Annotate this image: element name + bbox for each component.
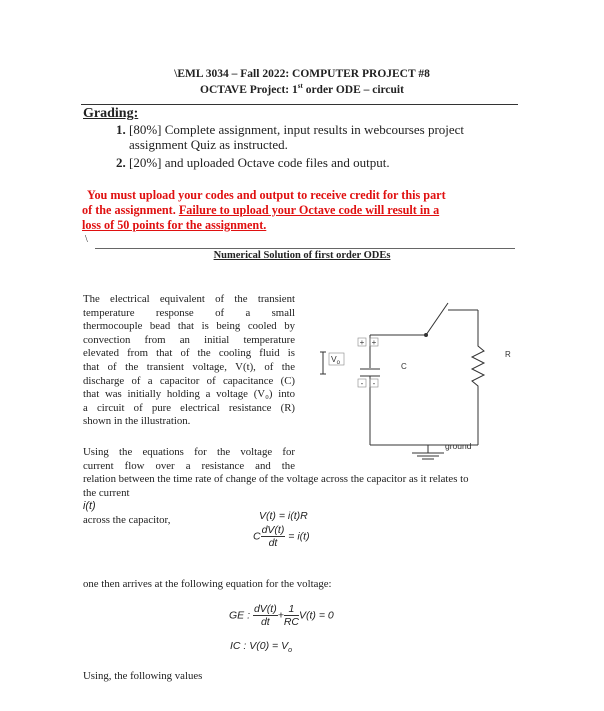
grading-item-number: 1. <box>116 122 126 137</box>
doc-title-line2 <box>0 82 604 96</box>
ic-label: IC : <box>230 640 247 652</box>
intro-line: The electrical equivalent of the transient <box>83 293 295 305</box>
grading-item-1 <box>116 122 516 154</box>
current-line: the current i(t) across the capacitor, <box>83 487 523 528</box>
equation-capacitor <box>253 524 310 549</box>
using-line: current flow over a resistance and the <box>83 459 295 472</box>
ic-text: V(0) = V <box>249 640 289 652</box>
warning-line3-text: loss of 50 points for the assignment. <box>82 218 267 232</box>
intro-line: temperature response of a small <box>83 306 295 319</box>
title-pre: OCTAVE Project: 1 <box>200 83 298 96</box>
header-rule <box>81 104 518 105</box>
intro-line: shown in the illustration. <box>83 415 191 428</box>
intro-line: thermocouple bead that is being cooled by <box>83 320 295 333</box>
section-title: Numerical Solution of first order ODEs <box>213 250 391 261</box>
using-line: relation between the time rate of change of the voltage across the capacitor as it relates to <box>83 473 469 486</box>
equation-ohms-law: V(t) = i(t)R <box>259 510 308 522</box>
upload-warning <box>82 188 518 233</box>
intro-line: a circuit of pure electrical resistance (R) <box>83 401 295 414</box>
plus-sign: + <box>371 338 377 347</box>
minus-sign: - <box>372 379 376 388</box>
section-rule <box>95 248 515 249</box>
ground-label: ground <box>445 441 472 451</box>
warning-line2 <box>82 203 518 218</box>
ge-label: GE : <box>229 609 251 622</box>
warning-line2b: Failure to upload your Octave code will result in a <box>178 203 440 217</box>
grading-item-text: [80%] Complete assignment, input results in webcourses project assignment Quiz as instructed. <box>129 122 465 152</box>
doc-title-line1: \EML 3034 – Fall 2022: COMPUTER PROJECT #8 <box>174 68 430 80</box>
intro-line: that of the transient voltage, V(t), of the <box>83 360 295 373</box>
warning-line1: You must upload your codes and output to receive credit for this part <box>87 188 446 202</box>
warning-line3 <box>82 218 518 233</box>
derivative-fraction: $\frac{dV(t)}{dt}$ <box>261 524 285 549</box>
grading-item-2 <box>116 155 516 171</box>
eq-symbol-c: C <box>253 530 261 543</box>
using-line: Using the equations for the voltage for <box>83 446 295 458</box>
title-post: order ODE – circuit <box>302 83 404 96</box>
switch-pivot <box>424 333 428 337</box>
intro-line: elevated from that of the cooling fluid is <box>83 347 295 360</box>
ge-coefficient: $\frac{1}{RC}$ <box>283 603 300 628</box>
grading-heading: Grading: <box>83 106 139 121</box>
grading-item-text: [20%] and uploaded Octave code files and output. <box>129 155 390 170</box>
ge-plus: + <box>277 609 284 622</box>
intro-line: discharge of a capacitor of capacitance (C) <box>83 374 295 387</box>
rc-circuit-diagram <box>300 290 520 465</box>
grading-item-number: 2. <box>116 155 126 170</box>
final-text: Using, the following values <box>83 670 203 682</box>
current-symbol: i(t) <box>83 500 96 513</box>
resistor-label: R <box>505 350 511 359</box>
intro-paragraph <box>83 293 295 429</box>
warning-line2a: of the assignment. <box>82 203 179 217</box>
minus-sign: - <box>360 379 364 388</box>
resistor-icon <box>472 315 484 445</box>
stray-backslash: \ <box>85 234 88 245</box>
arrive-text: one then arrives at the following equation for the voltage: <box>83 578 332 590</box>
governing-equation <box>229 603 334 628</box>
ge-rhs: V(t) = 0 <box>299 609 334 622</box>
intro-line: convection from an initial temperature <box>83 333 295 346</box>
initial-condition <box>230 640 292 654</box>
capacitor-label: C <box>401 362 407 371</box>
plus-sign: + <box>359 338 365 347</box>
eq-rhs: = i(t) <box>288 530 310 543</box>
ge-derivative: $\frac{dV(t)}{dt}$ <box>253 603 277 628</box>
intro-line: that was initially holding a voltage (V₀) into <box>83 388 295 401</box>
title-sup: st <box>297 82 303 90</box>
vo-label: $V_o$ <box>331 354 341 366</box>
ic-subscript: o <box>288 647 292 655</box>
switch-icon <box>426 303 448 335</box>
